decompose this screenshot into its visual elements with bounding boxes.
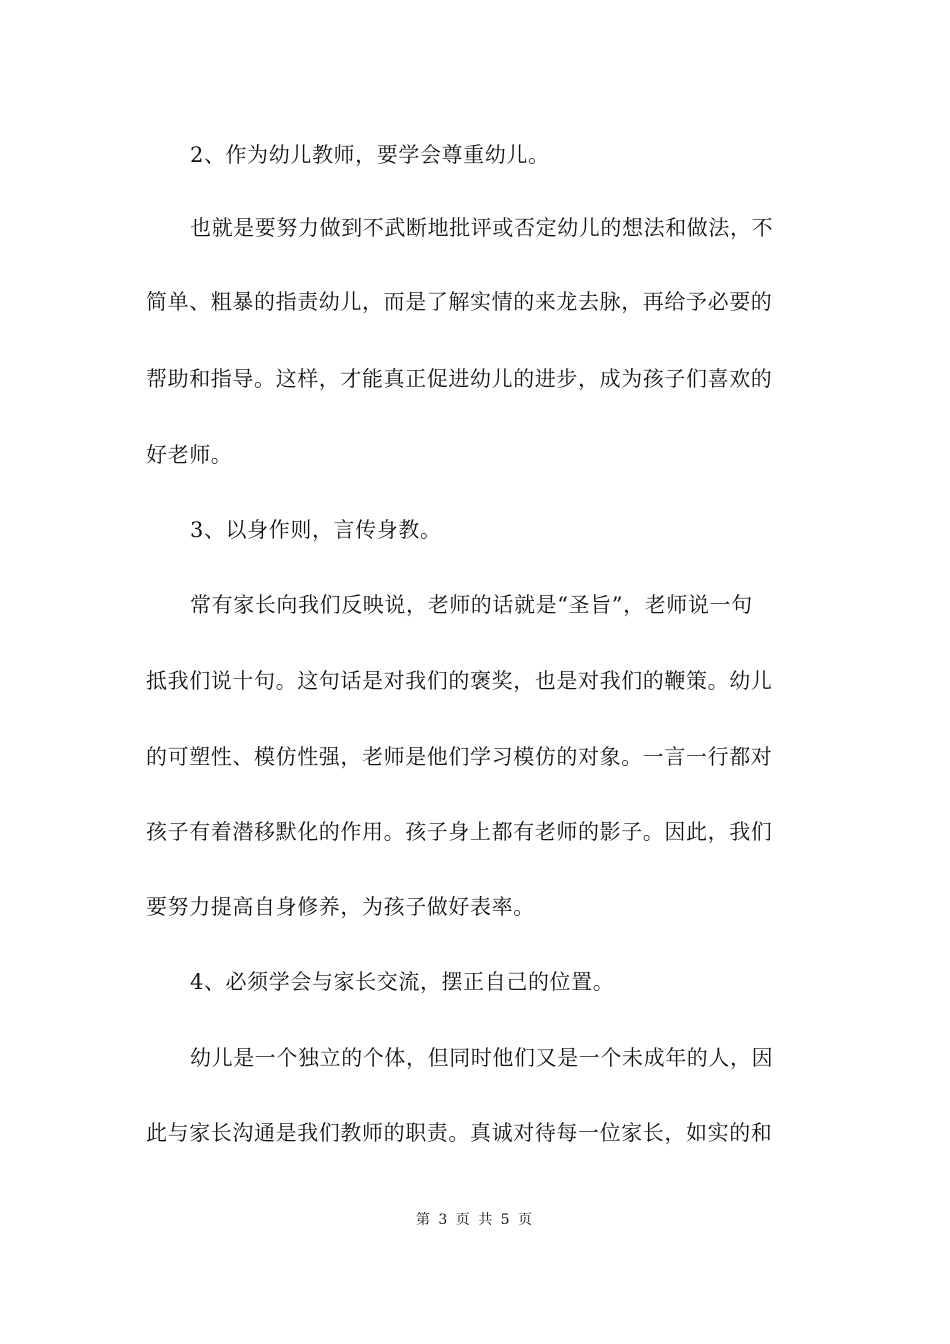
paragraph-line: 也就是要努力做到不武断地批评或否定幼儿的想法和做法，不 — [190, 216, 774, 240]
paragraph-line: 帮助和指导。这样，才能真正促进幼儿的进步，成为孩子们喜欢的 — [146, 367, 773, 391]
paragraph-line: 简单、粗暴的指责幼儿，而是了解实情的来龙去脉，再给予必要的 — [146, 290, 773, 314]
paragraph-line: 的可塑性、模仿性强，老师是他们学习模仿的对象。一言一行都对 — [146, 745, 773, 769]
page-number-label: 第 3 页 共 5 页 — [415, 1212, 535, 1228]
paragraph-line: 要努力提高自身修养，为孩子做好表率。 — [146, 895, 535, 919]
page-number-footer — [0, 1210, 950, 1230]
paragraph-line: 孩子有着潜移默化的作用。孩子身上都有老师的影子。因此，我们 — [146, 820, 773, 844]
paragraph-line: 此与家长沟通是我们教师的职责。真诚对待每一位家长，如实的和 — [146, 1121, 773, 1145]
paragraph-line: 抵我们说十句。这句话是对我们的褒奖，也是对我们的鞭策。幼儿 — [146, 669, 773, 693]
paragraph-line: 好老师。 — [146, 443, 233, 467]
paragraph-line: 常有家长向我们反映说，老师的话就是“圣旨”，老师说一句 — [190, 593, 753, 617]
heading-point-3: 3、以身作则，言传身教。 — [190, 518, 442, 542]
heading-point-2: 2、作为幼儿教师，要学会尊重幼儿。 — [190, 143, 550, 167]
paragraph-line: 幼儿是一个独立的个体，但同时他们又是一个未成年的人，因 — [190, 1046, 774, 1070]
heading-point-4: 4、必须学会与家长交流，摆正自己的位置。 — [190, 970, 615, 994]
